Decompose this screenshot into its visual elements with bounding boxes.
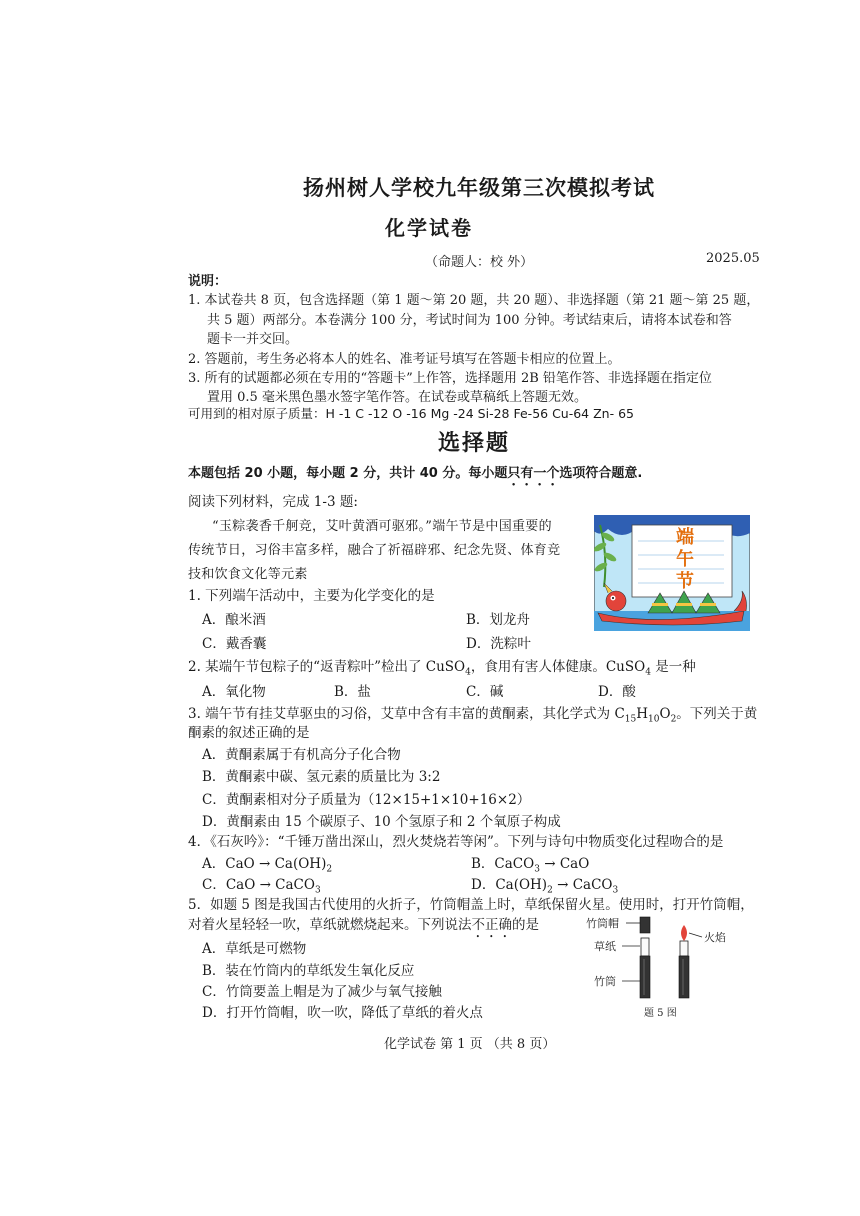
school-title: 扬州树人学校九年级第三次模拟考试 bbox=[303, 175, 655, 200]
fire-folder-figure bbox=[586, 915, 736, 1021]
poster-char-3: 节 bbox=[676, 571, 694, 592]
q2-option-a: A．氧化物 bbox=[202, 684, 266, 700]
note-2: 2. 答题前，考生务必将本人的姓名、准考证号填写在答题卡相应的位置上。 bbox=[188, 352, 621, 367]
label-tube: 竹筒 bbox=[594, 975, 616, 988]
note-3-line1: 3. 所有的试题都必须在专用的“答题卡”上作答，选择题用 2B 铅笔作答、非选择题在指定位 bbox=[188, 371, 712, 386]
q3-option-b: B．黄酮素中碳、氢元素的质量比为 3:2 bbox=[202, 769, 441, 785]
q4-option-a: A．CaO → $Ca(OH)_2$ bbox=[202, 856, 333, 875]
q2-option-b: B．盐 bbox=[334, 684, 371, 700]
q3-option-c: C．黄酮素相对分子质量为（12×15+1×10+16×2） bbox=[202, 792, 531, 808]
label-paper: 草纸 bbox=[594, 940, 616, 953]
q3-option-a: A．黄酮素属于有机高分子化合物 bbox=[202, 747, 401, 763]
note-1-line3: 题卡一并交回。 bbox=[207, 332, 299, 347]
q4-option-b: B．CaCO$_3$ → CaO bbox=[471, 856, 590, 875]
note-3-line2: 置用 0.5 毫米黑色墨水签字笔作答。在试卷或草稿纸上答题无效。 bbox=[207, 390, 587, 405]
reading-prompt: 阅读下列材料，完成 1-3 题: bbox=[188, 494, 358, 510]
note-1-line1: 1. 本试卷共 8 页，包含选择题（第 1 题～第 20 题，共 20 题）、非选择题（第 21 题～第 25 题， bbox=[188, 293, 760, 308]
passage-line3: 技和饮食文化等元素 bbox=[188, 567, 308, 582]
q2-option-c: C．碱 bbox=[466, 684, 504, 700]
section-instruction: 本题包括 20 小题，每小题 2 分，共计 40 分。每小题只有一个选项符合题意. bbox=[188, 466, 643, 481]
q1-stem: 1. 下列端午活动中，主要为化学变化的是 bbox=[188, 588, 435, 604]
author-line: （命题人：校 外） bbox=[425, 255, 534, 270]
q5-option-a: A．草纸是可燃物 bbox=[202, 941, 307, 957]
page-footer: 化学试卷 第 1 页 （共 8 页） bbox=[384, 1037, 556, 1052]
q5-option-d: D．打开竹筒帽，吹一吹，降低了草纸的着火点 bbox=[202, 1005, 483, 1021]
paper-title: 化学试卷 bbox=[385, 216, 473, 240]
q4-option-c: C．CaO → CaCO$_3$ bbox=[202, 877, 321, 896]
passage-line1: “玉粽袭香千舸竞，艾叶黄酒可驱邪。”端午节是中国重要的 bbox=[212, 519, 552, 534]
q4-option-d: D．$Ca(OH)_2$ → CaCO$_3$ bbox=[471, 877, 619, 896]
q1-option-d: D．洗粽叶 bbox=[466, 636, 531, 652]
label-flame: 火焰 bbox=[704, 931, 726, 944]
exam-date: 2025.05 bbox=[706, 251, 760, 266]
q5-option-b: B．装在竹筒内的草纸发生氧化反应 bbox=[202, 963, 415, 979]
q5-stem-line1: 5．如题 5 图是我国古代使用的火折子，竹筒帽盖上时，草纸保留火星。使用时，打开竹筒帽， bbox=[188, 897, 754, 913]
q3-stem-line2: 酮素的叙述正确的是 bbox=[188, 725, 310, 741]
q1-option-b: B．划龙舟 bbox=[466, 612, 530, 628]
q1-option-a: A．酿米酒 bbox=[202, 612, 266, 628]
section-title: 选择题 bbox=[438, 430, 511, 456]
q5-stem-line2: 对着火星轻轻一吹，草纸就燃烧起来。下列说法不正确的是 bbox=[188, 917, 539, 933]
poster-char-1: 端 bbox=[676, 527, 694, 548]
notes-heading: 说明： bbox=[188, 274, 228, 289]
passage-line2: 传统节日，习俗丰富多样，融合了祈福辟邪、纪念先贤、体育竞 bbox=[188, 543, 561, 558]
q4-stem: 4．《石灰吟》：“千锤万凿出深山，烈火焚烧若等闲”。下列与诗句中物质变化过程吻合的是 bbox=[188, 834, 724, 850]
q3-option-d: D．黄酮素由 15 个碳原子、10 个氢原子和 2 个氧原子构成 bbox=[202, 814, 561, 830]
poster-char-2: 午 bbox=[676, 549, 694, 570]
q2-stem: 2. 某端午节包粽子的“返青粽叶”检出了 CuSO$_4$，食用有害人体健康。CuSO$_4$ 是一种 bbox=[188, 659, 696, 678]
atomic-masses: 可用到的相对原子质量：H -1 C -12 O -16 Mg -24 Si-28 Fe-56 Cu-64 Zn- 65 bbox=[188, 406, 634, 421]
q2-option-d: D．酸 bbox=[598, 684, 636, 700]
dragon-boat-festival-poster bbox=[594, 515, 750, 631]
figure-caption: 题 5 图 bbox=[644, 1008, 677, 1019]
q5-option-c: C．竹筒要盖上帽是为了减少与氧气接触 bbox=[202, 984, 442, 1000]
note-1-line2: 共 5 题）两部分。本卷满分 100 分，考试时间为 100 分钟。考试结束后，请将本试卷和答 bbox=[207, 313, 732, 328]
q3-stem-line1: 3. 端午节有挂艾草驱虫的习俗，艾草中含有丰富的黄酮素，其化学式为 $C_{15}H_{10}O_2$。下列关于黄 bbox=[188, 706, 758, 725]
label-cap: 竹筒帽 bbox=[586, 917, 619, 930]
q1-option-c: C．戴香囊 bbox=[202, 636, 267, 652]
